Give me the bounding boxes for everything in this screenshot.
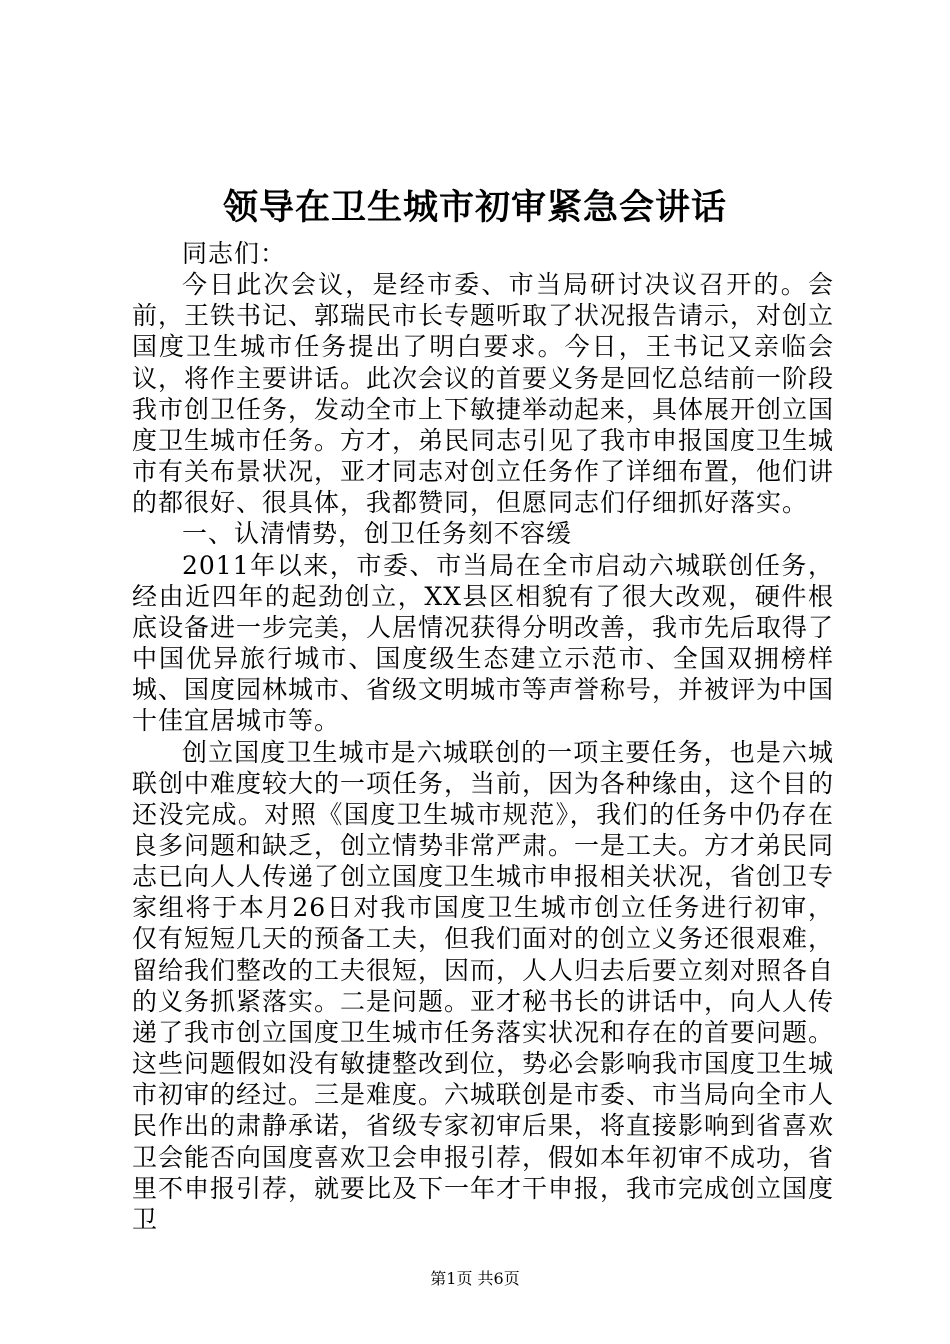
page-footer: 第1页 共6页	[430, 1269, 520, 1288]
section-heading: 一、认清情势，创卫任务刻不容缓	[182, 519, 573, 549]
paragraph: 今日此次会议，是经市委、市当局研讨决议召开的。会前，王铁书记、郭瑞民市长专题听取了状况报告请示，对创立国度卫生城市任务提出了明白要求。今日，王书记又亲临会议，将作主要讲话。此次会议的首要义务是回忆总结前一阶段我市创卫任务，发动全市上下敏捷举动起来，具体展开创立国度卫生城市任务。方才，弟民同志引见了我市申报国度卫生城市有关布景状况，亚才同志对创立任务作了详细布置，他们讲的都很好、很具体，我都赞同，但愿同志们仔细抓好落实。	[132, 270, 835, 518]
paragraph: 创立国度卫生城市是六城联创的一项主要任务，也是六城联创中难度较大的一项任务，当前，因为各种缘由，这个目的还没完成。对照《国度卫生城市规范》，我们的任务中仍存在良多问题和缺乏，创立情势非常严肃。一是工夫。方才弟民同志已向人人传递了创立国度卫生城市申报相关状况，省创卫专家组将于本月26日对我市国度卫生城市创立任务进行初审，仅有短短几天的预备工夫，但我们面对的创立义务还很艰难，留给我们整改的工夫很短，因而，人人归去后要立刻对照各自的义务抓紧落实。二是问题。亚才秘书长的讲话中，向人人传递了我市创立国度卫生城市任务落实状况和存在的首要问题。这些问题假如没有敏捷整改到位，势必会影响我市国度卫生城市初审的经过。三是难度。六城联创是市委、市当局向全市人民作出的肃静承诺，省级专家初审后果，将直接影响到省喜欢卫会能否向国度喜欢卫会申报引荐，假如本年初审不成功，省里不申报引荐，就要比及下一年才干申报，我市完成创立国度卫	[132, 737, 835, 1234]
document-body	[132, 238, 834, 1235]
document-title: 领导在卫生城市初审紧急会讲话	[222, 187, 727, 228]
salutation: 同志们：	[182, 239, 287, 268]
paragraph: 2011年以来，市委、市当局在全市启动六城联创任务，经由近四年的起劲创立，XX县区相貌有了很大改观，硬件根底设备进一步完美，人居情况获得分明改善，我市先后取得了中国优异旅行城市、国度级生态建立示范市、全国双拥榜样城、国度园林城市、省级文明城市等声誉称号，并被评为中国十佳宜居城市等。	[132, 550, 835, 736]
